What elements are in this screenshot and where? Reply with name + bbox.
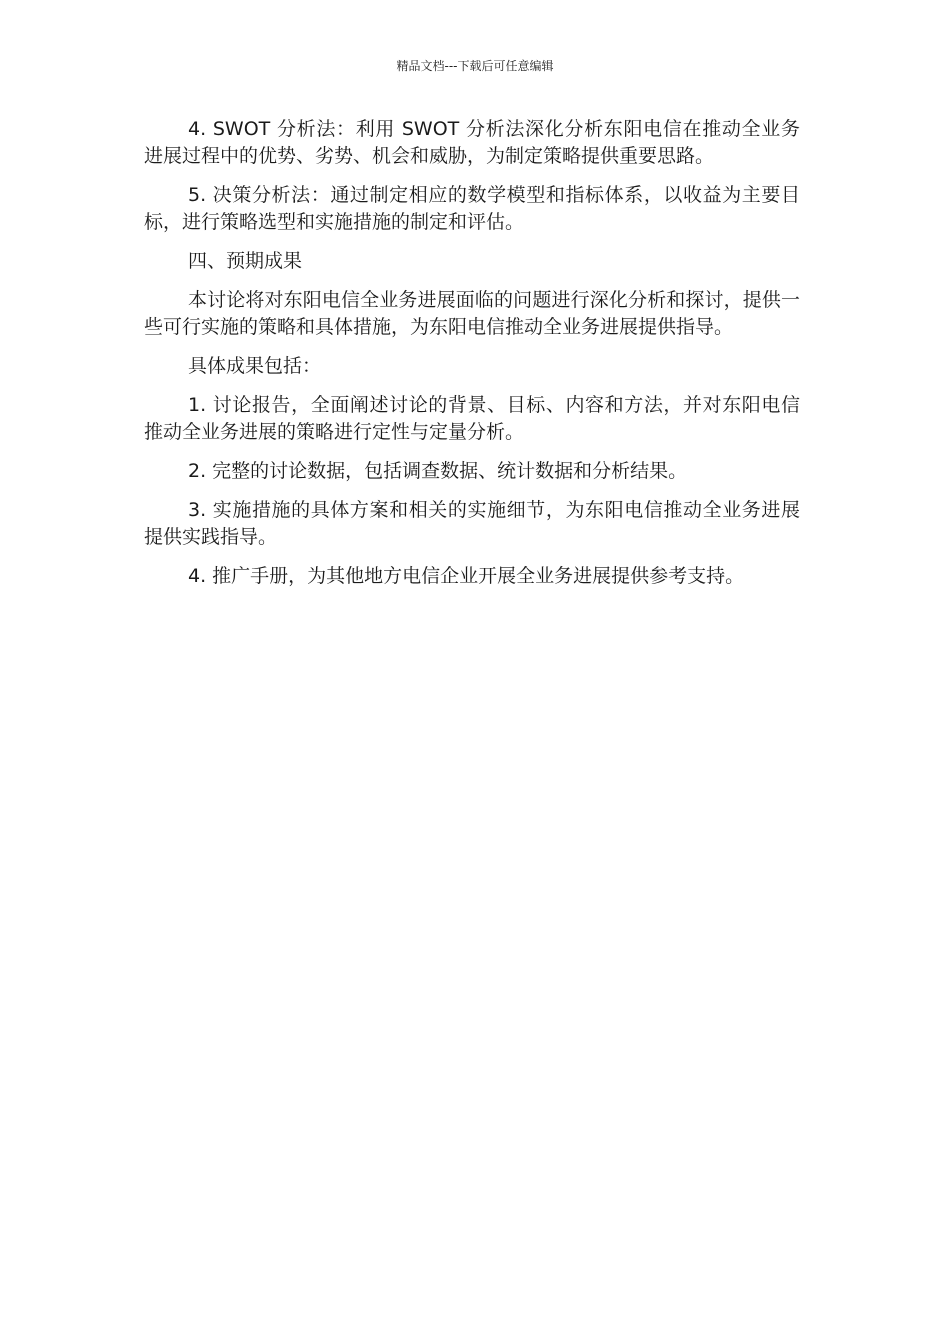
- list-item-report: 1. 讨论报告，全面阐述讨论的背景、目标、内容和方法，并对东阳电信推动全业务进展的策略进行定性与定量分析。: [144, 394, 800, 443]
- paragraph-swot-method: 4. SWOT 分析法：利用 SWOT 分析法深化分析东阳电信在推动全业务进展过程中的优势、劣势、机会和威胁，为制定策略提供重要思路。: [144, 118, 800, 167]
- list-item-implementation: 3. 实施措施的具体方案和相关的实施细节，为东阳电信推动全业务进展提供实践指导。: [144, 499, 800, 548]
- paragraph-results-list-lead: 具体成果包括：: [188, 355, 322, 377]
- paragraph-results-intro: 本讨论将对东阳电信全业务进展面临的问题进行深化分析和探讨，提供一些可行实施的策略和具体措施，为东阳电信推动全业务进展提供指导。: [144, 289, 800, 338]
- paragraph-decision-method: 5. 决策分析法：通过制定相应的数学模型和指标体系，以收益为主要目标，进行策略选型和实施措施的制定和评估。: [144, 184, 800, 233]
- document-body: [144, 116, 800, 602]
- page-header: 精品文档---下载后可任意编辑: [396, 59, 554, 73]
- list-item-data: 2. 完整的讨论数据，包括调查数据、统计数据和分析结果。: [188, 460, 688, 482]
- section-heading-expected-results: 四、预期成果: [188, 250, 303, 272]
- list-item-handbook: 4. 推广手册，为其他地方电信企业开展全业务进展提供参考支持。: [188, 565, 745, 587]
